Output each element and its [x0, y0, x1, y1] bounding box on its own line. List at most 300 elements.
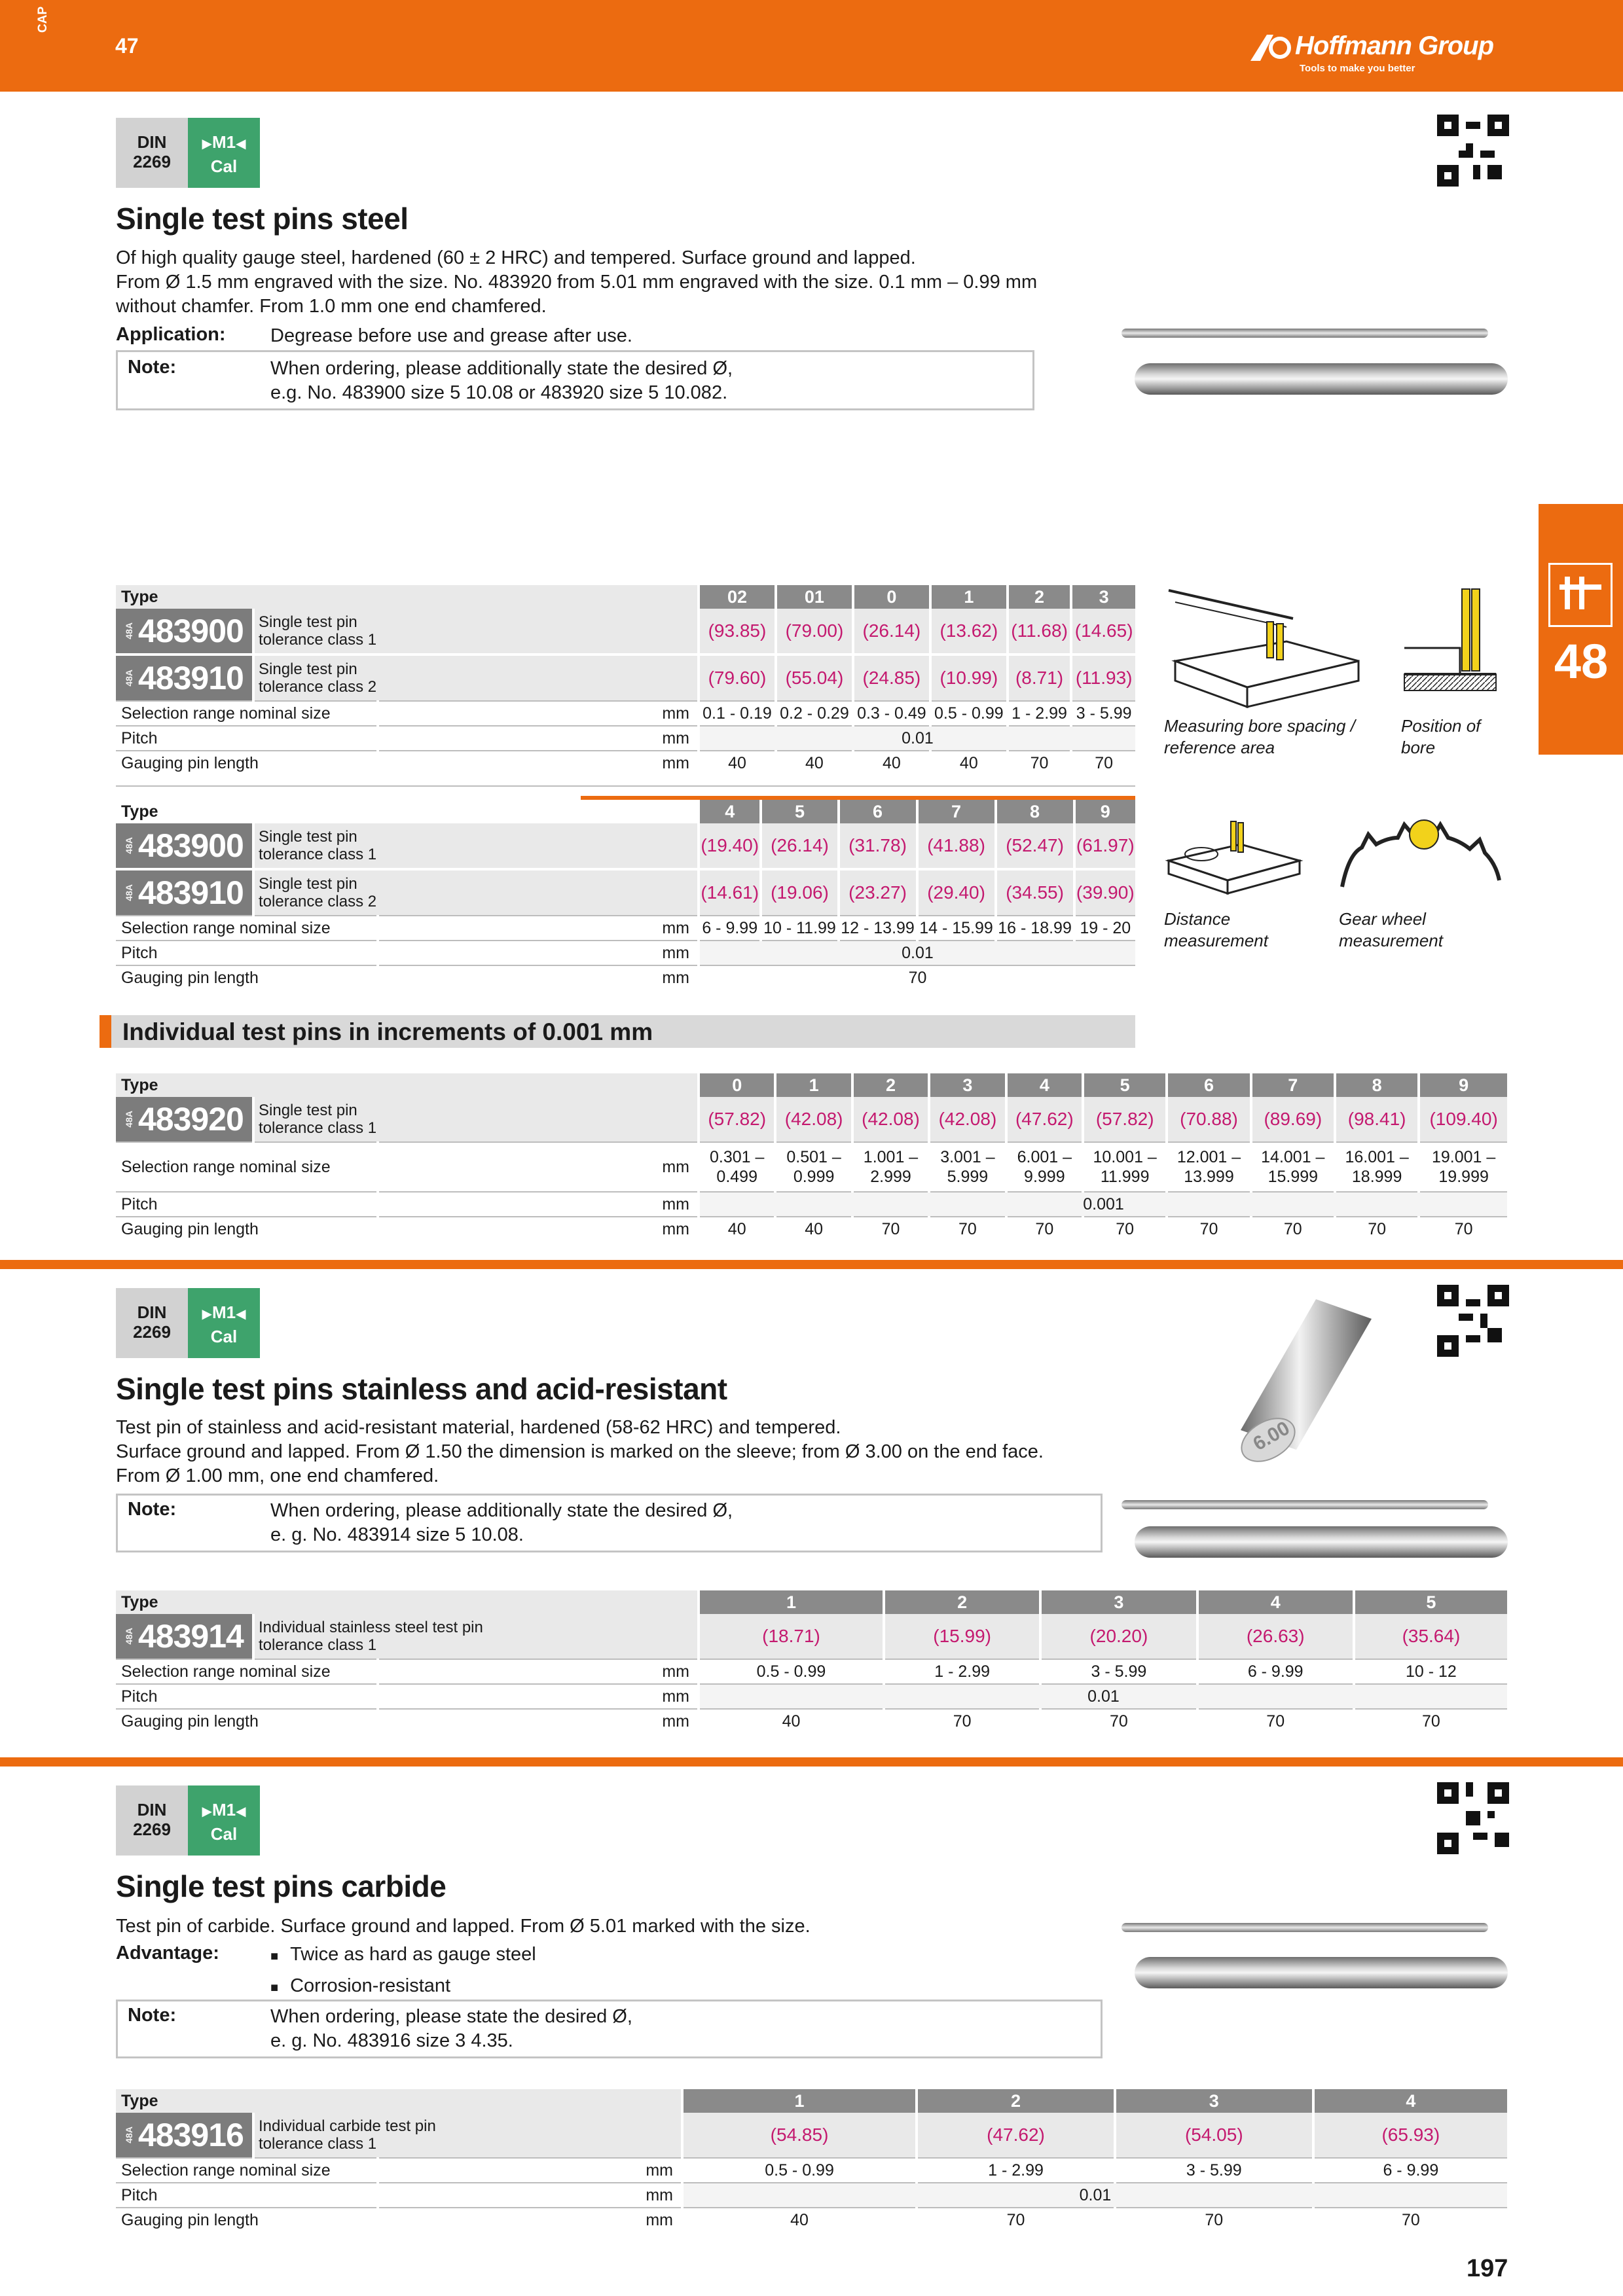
- col-header: 8: [1335, 1073, 1419, 1097]
- length-cell: 70: [917, 2208, 1115, 2233]
- range-to: 0.999: [793, 1168, 835, 1186]
- length-cell: 70: [1167, 1217, 1250, 1242]
- section-description: [116, 246, 1065, 319]
- col-header: 1: [682, 2089, 917, 2113]
- section-title: Single test pins steel: [116, 202, 409, 236]
- test-pin-thick-image: [1135, 1957, 1508, 1988]
- article-number-cell[interactable]: [116, 655, 253, 701]
- din-label: DIN: [137, 1800, 167, 1820]
- range-cell: [1419, 1142, 1507, 1192]
- price-cell: (61.97): [1074, 823, 1135, 869]
- desc-line: Single test pin: [259, 660, 357, 678]
- range-cell: [929, 1142, 1006, 1192]
- length-cell: 70: [1313, 2208, 1507, 2233]
- length-cell: 70: [1251, 1217, 1335, 1242]
- price-cell: (54.85): [682, 2113, 917, 2158]
- col-header: 02: [699, 585, 776, 609]
- advantage-text: Twice as hard as gauge steel: [290, 1944, 536, 1965]
- col-header: 7: [1251, 1073, 1335, 1097]
- caption-line: reference area: [1164, 738, 1275, 757]
- article-number-cell[interactable]: [116, 1614, 253, 1659]
- note-line: When ordering, please state the desired Ø,: [270, 2006, 632, 2027]
- price-cell: (57.82): [699, 1097, 775, 1142]
- price-cell: (39.90): [1074, 869, 1135, 916]
- row-label: Gauging pin length: [116, 1709, 378, 1734]
- range-to: 15.999: [1267, 1168, 1319, 1186]
- col-header: 2: [1008, 585, 1072, 609]
- price-cell: (54.05): [1115, 2113, 1313, 2158]
- range-cell: [852, 1142, 929, 1192]
- range-to: 18.999: [1351, 1168, 1402, 1186]
- article-number-cell[interactable]: [116, 2113, 253, 2158]
- price-cell: (26.14): [761, 823, 838, 869]
- type-label: Type: [116, 800, 378, 823]
- application-text: Degrease before use and grease after use.: [270, 325, 632, 346]
- price-cell: (89.69): [1251, 1097, 1335, 1142]
- price-cell: (23.27): [839, 869, 917, 916]
- range-cell: 14 - 15.99: [917, 916, 996, 941]
- price-cell: (93.85): [699, 609, 776, 655]
- length-cell: 70: [1008, 751, 1072, 776]
- bore-position-diagram: [1401, 583, 1499, 700]
- note-line: e. g. No. 483916 size 3 4.35.: [270, 2030, 513, 2051]
- price-cell: (11.68): [1008, 609, 1072, 655]
- banner-accent: [100, 1015, 111, 1048]
- page-number: 197: [1467, 2255, 1508, 2282]
- range-to: 11.999: [1100, 1168, 1150, 1186]
- range-cell: [1006, 1142, 1083, 1192]
- unit: mm: [378, 1659, 699, 1684]
- length-cell: 70: [884, 1709, 1040, 1734]
- article-description: [253, 1097, 699, 1142]
- price-cell: (41.88): [917, 823, 996, 869]
- price-cell: (79.00): [776, 609, 853, 655]
- length-cell: 70: [1197, 1709, 1354, 1734]
- m1-cal-badge: ▶M1◀ Cal: [188, 118, 260, 188]
- range-from: 12.001 –: [1176, 1148, 1241, 1166]
- range-from: 6.001 –: [1017, 1148, 1072, 1166]
- range-from: 1.001 –: [863, 1148, 919, 1166]
- eu-badge-icon: 48A: [124, 622, 134, 639]
- price-cell: (47.62): [917, 2113, 1115, 2158]
- banner-title: Individual test pins in increments of 0.001 mm: [122, 1018, 653, 1045]
- din-badge: [116, 1288, 188, 1358]
- range-cell: [1083, 1142, 1167, 1192]
- note-line: When ordering, please additionally state the desired Ø,: [270, 1500, 733, 1521]
- price-cell: (79.60): [699, 655, 776, 701]
- unit: mm: [378, 726, 699, 751]
- advantage-label: Advantage:: [116, 1943, 219, 1964]
- unit: mm: [378, 2183, 682, 2208]
- range-cell: 16 - 18.99: [996, 916, 1074, 941]
- range-cell: 0.5 - 0.99: [699, 1659, 884, 1684]
- header-side-label: CAP: [36, 6, 50, 33]
- price-cell: (14.61): [699, 869, 761, 916]
- range-cell: 10 - 12: [1354, 1659, 1507, 1684]
- range-from: 0.501 –: [786, 1148, 841, 1166]
- length-cell: 40: [699, 751, 776, 776]
- test-pin-thin-image: [1122, 329, 1488, 338]
- range-cell: 6 - 9.99: [1313, 2158, 1507, 2183]
- desc-line: Surface ground and lapped. From Ø 1.50 the dimension is marked on the sleeve; from Ø 3.00 on the end face.: [116, 1441, 1044, 1462]
- price-cell: (35.64): [1354, 1614, 1507, 1659]
- type-label: Type: [116, 2089, 378, 2113]
- price-cell: (14.65): [1071, 609, 1135, 655]
- range-cell: 6 - 9.99: [699, 916, 761, 941]
- unit: mm: [378, 751, 699, 776]
- advantage-item: [270, 1974, 536, 2000]
- article-description: [253, 2113, 682, 2158]
- range-cell: 1 - 2.99: [1008, 701, 1072, 726]
- desc-line: From Ø 1.00 mm, one end chamfered.: [116, 1465, 439, 1486]
- article-number-cell[interactable]: [116, 823, 253, 869]
- brand-tagline: Tools to make you better: [1300, 63, 1415, 74]
- din-badge: [116, 118, 188, 188]
- range-from: 19.001 –: [1431, 1148, 1496, 1166]
- caption-line: Measuring bore spacing /: [1164, 716, 1355, 736]
- unit: mm: [378, 701, 699, 726]
- price-cell: (15.99): [884, 1614, 1040, 1659]
- price-table-5: [116, 2089, 1507, 2233]
- price-cell: (13.62): [930, 609, 1008, 655]
- col-header: 3: [1115, 2089, 1313, 2113]
- unit: mm: [378, 2208, 682, 2233]
- price-cell: (47.62): [1006, 1097, 1083, 1142]
- price-cell: (57.82): [1083, 1097, 1167, 1142]
- price-cell: (42.08): [775, 1097, 852, 1142]
- col-header: 0: [853, 585, 930, 609]
- length-cell: 70: [852, 1217, 929, 1242]
- desc-line: From Ø 1.5 mm engraved with the size. No. 483920 from 5.01 mm engraved with the size. 0.1 mm – 0.99 mm: [116, 272, 1038, 293]
- price-cell: (42.08): [929, 1097, 1006, 1142]
- caption-line: measurement: [1339, 931, 1443, 950]
- col-header: 1: [775, 1073, 852, 1097]
- desc-line: tolerance class 1: [259, 846, 377, 863]
- qr-code-icon[interactable]: [1437, 1782, 1509, 1854]
- length-cell: 40: [853, 751, 930, 776]
- caption-line: Position of: [1401, 716, 1481, 736]
- price-cell: (31.78): [839, 823, 917, 869]
- length-cell: 70: [1335, 1217, 1419, 1242]
- gear-wheel-diagram: [1336, 808, 1506, 900]
- length-cell: 70: [1006, 1217, 1083, 1242]
- article-number: 483900: [138, 613, 244, 649]
- row-label: Selection range nominal size: [116, 1659, 378, 1684]
- unit: mm: [378, 1709, 699, 1734]
- desc-line: Individual carbide test pin: [259, 2117, 436, 2135]
- row-label: Pitch: [116, 1684, 378, 1709]
- article-number: 483916: [138, 2117, 244, 2153]
- price-table-4: [116, 1590, 1507, 1734]
- test-pin-thick-image: [1135, 363, 1508, 395]
- range-from: 3.001 –: [940, 1148, 995, 1166]
- range-cell: 0.3 - 0.49: [853, 701, 930, 726]
- price-cell: (26.14): [853, 609, 930, 655]
- price-cell: (19.40): [699, 823, 761, 869]
- row-label: Gauging pin length: [116, 1217, 378, 1242]
- col-header: 3: [1040, 1590, 1197, 1614]
- col-header: 4: [1197, 1590, 1354, 1614]
- price-cell: (20.20): [1040, 1614, 1197, 1659]
- section-separator: [0, 1757, 1623, 1767]
- desc-line: Single test pin: [259, 828, 357, 846]
- length-cell: 40: [699, 1217, 775, 1242]
- eu-badge-icon: 48A: [124, 1111, 134, 1128]
- price-cell: (42.08): [852, 1097, 929, 1142]
- price-cell: (11.93): [1071, 655, 1135, 701]
- desc-line: Single test pin: [259, 875, 357, 893]
- section-separator: [0, 1260, 1623, 1269]
- range-cell: 3 - 5.99: [1071, 701, 1135, 726]
- note-line: e. g. No. 483914 size 5 10.08.: [270, 1524, 524, 1545]
- desc-line: tolerance class 2: [259, 678, 377, 696]
- cal-label: Cal: [210, 1824, 238, 1844]
- type-label: Type: [116, 1073, 378, 1097]
- range-cell: 0.2 - 0.29: [776, 701, 853, 726]
- price-cell: (29.40): [917, 869, 996, 916]
- price-cell: (8.71): [1008, 655, 1072, 701]
- price-cell: (18.71): [699, 1614, 884, 1659]
- article-number-cell[interactable]: [116, 869, 253, 916]
- m1-cal-badge: ▶M1◀ Cal: [188, 1288, 260, 1358]
- length-cell: 70: [1419, 1217, 1507, 1242]
- length-cell: 70: [929, 1217, 1006, 1242]
- eu-badge-icon: 48A: [124, 837, 134, 854]
- desc-line: tolerance class 1: [259, 2135, 377, 2153]
- pitch-cell: 0.01: [682, 2183, 1507, 2208]
- range-to: 13.999: [1184, 1168, 1234, 1186]
- range-to: 0.499: [716, 1168, 757, 1186]
- note-label: Note:: [128, 2005, 177, 2026]
- row-label: Gauging pin length: [116, 2208, 378, 2233]
- range-cell: 3 - 5.99: [1040, 1659, 1197, 1684]
- price-cell: (98.41): [1335, 1097, 1419, 1142]
- caption-line: measurement: [1164, 931, 1268, 950]
- col-header: 4: [1313, 2089, 1507, 2113]
- note-text: [270, 357, 733, 405]
- distance-measurement-diagram: [1162, 808, 1306, 906]
- col-header: 3: [1071, 585, 1135, 609]
- length-cell: 40: [776, 751, 853, 776]
- row-label: Pitch: [116, 2183, 378, 2208]
- caption-gear-wheel: [1339, 908, 1443, 952]
- article-number: 483920: [138, 1101, 244, 1138]
- range-from: 10.001 –: [1093, 1148, 1157, 1166]
- caption-bore-spacing: [1164, 715, 1355, 759]
- range-cell: 12 - 13.99: [839, 916, 917, 941]
- note-label: Note:: [128, 1499, 177, 1520]
- pitch-cell: 0.01: [699, 1684, 1507, 1709]
- article-description: [253, 823, 699, 869]
- din-label: DIN: [137, 1302, 167, 1322]
- din-number: 2269: [133, 1820, 171, 1839]
- unit: mm: [378, 1217, 699, 1242]
- price-cell: (70.88): [1167, 1097, 1250, 1142]
- range-to: 9.999: [1024, 1168, 1065, 1186]
- range-cell: [1335, 1142, 1419, 1192]
- range-cell: 1 - 2.99: [884, 1659, 1040, 1684]
- cal-label: Cal: [210, 156, 238, 176]
- caption-bore-position: [1401, 715, 1480, 759]
- m1-cal-badge: ▶M1◀ Cal: [188, 1785, 260, 1856]
- eu-badge-icon: 48A: [124, 670, 134, 687]
- price-cell: (109.40): [1419, 1097, 1507, 1142]
- unit: mm: [378, 1684, 699, 1709]
- col-header: 2: [917, 2089, 1115, 2113]
- eu-badge-icon: 48A: [124, 2126, 134, 2144]
- col-header: 2: [852, 1073, 929, 1097]
- row-label: Selection range nominal size: [116, 2158, 378, 2183]
- desc-line: tolerance class 1: [259, 631, 377, 649]
- range-to: 2.999: [870, 1168, 911, 1186]
- col-header: 5: [761, 800, 838, 823]
- range-from: 14.001 –: [1261, 1148, 1325, 1166]
- type-label: Type: [116, 1590, 378, 1614]
- chapter-number: 48: [1554, 634, 1609, 689]
- row-label: Pitch: [116, 726, 378, 751]
- desc-line: Individual stainless steel test pin: [259, 1619, 483, 1636]
- increments-banner: [100, 1015, 1135, 1048]
- eu-badge-icon: 48A: [124, 1628, 134, 1645]
- price-cell: (34.55): [996, 869, 1074, 916]
- application-label: Application:: [116, 324, 226, 345]
- length-cell: 70: [1071, 751, 1135, 776]
- pin-marking: 6.00: [1249, 1417, 1294, 1456]
- advantage-text: Corrosion-resistant: [290, 1975, 451, 1996]
- article-number: 483900: [138, 827, 244, 864]
- article-number-cell[interactable]: [116, 609, 253, 655]
- hoffmann-logo-icon: [1247, 31, 1293, 64]
- article-number-cell[interactable]: [116, 1097, 253, 1142]
- col-header: 6: [839, 800, 917, 823]
- advantage-list: [270, 1943, 536, 2000]
- section-title: Single test pins carbide: [116, 1869, 447, 1903]
- range-cell: 0.5 - 0.99: [930, 701, 1008, 726]
- price-cell: (52.47): [996, 823, 1074, 869]
- range-from: 0.301 –: [709, 1148, 765, 1166]
- article-number: 483910: [138, 660, 244, 696]
- note-line: When ordering, please additionally state the desired Ø,: [270, 358, 733, 379]
- desc-line: tolerance class 1: [259, 1119, 377, 1137]
- advantage-item: [270, 1943, 536, 1969]
- chapter-tab[interactable]: [1539, 504, 1623, 755]
- desc-line: tolerance class 2: [259, 893, 377, 910]
- price-cell: (24.85): [853, 655, 930, 701]
- bullet-icon: ■: [270, 1981, 279, 1995]
- desc-line: without chamfer. From 1.0 mm one end chamfered.: [116, 296, 547, 317]
- section-description: Test pin of carbide. Surface ground and lapped. From Ø 5.01 marked with the size.: [116, 1916, 811, 1937]
- m1-label: M1: [211, 132, 236, 152]
- caption-line: bore: [1401, 738, 1436, 757]
- caliper-icon: [1548, 563, 1613, 627]
- length-cell: 70: [1083, 1217, 1167, 1242]
- price-cell: (55.04): [776, 655, 853, 701]
- range-cell: [699, 1142, 775, 1192]
- header-page-ref: 47: [115, 34, 139, 58]
- range-to: 19.999: [1438, 1168, 1489, 1186]
- note-text: [270, 1499, 733, 1547]
- unit: mm: [378, 941, 699, 965]
- din-number: 2269: [133, 1322, 171, 1342]
- price-table-1: [116, 585, 1135, 776]
- col-header: 5: [1354, 1590, 1507, 1614]
- note-label: Note:: [128, 357, 177, 378]
- note-line: e.g. No. 483900 size 5 10.08 or 483920 size 5 10.082.: [270, 382, 728, 403]
- col-header: 7: [917, 800, 996, 823]
- length-cell: 70: [699, 965, 1135, 990]
- price-cell: (26.63): [1197, 1614, 1354, 1659]
- bullet-icon: ■: [270, 1949, 279, 1964]
- article-description: [253, 869, 699, 916]
- price-table-2: [116, 800, 1135, 990]
- range-cell: 6 - 9.99: [1197, 1659, 1354, 1684]
- row-label: Pitch: [116, 941, 378, 965]
- desc-line: Test pin of stainless and acid-resistant material, hardened (58-62 HRC) and tempered.: [116, 1417, 841, 1438]
- length-cell: 70: [1115, 2208, 1313, 2233]
- unit: mm: [378, 965, 699, 990]
- section-description: [116, 1416, 1098, 1488]
- din-badge: [116, 1785, 188, 1856]
- caption-line: Distance: [1164, 909, 1231, 929]
- length-cell: 40: [699, 1709, 884, 1734]
- bore-spacing-diagram: [1162, 583, 1372, 713]
- din-label: DIN: [137, 132, 167, 152]
- price-cell: (65.93): [1313, 2113, 1507, 2158]
- col-header: 6: [1167, 1073, 1250, 1097]
- article-description: [253, 1614, 699, 1659]
- col-header: 4: [699, 800, 761, 823]
- row-label: Gauging pin length: [116, 751, 378, 776]
- unit: mm: [378, 1142, 699, 1192]
- unit: mm: [378, 2158, 682, 2183]
- din-number: 2269: [133, 152, 171, 171]
- range-cell: 0.5 - 0.99: [682, 2158, 917, 2183]
- unit: mm: [378, 1192, 699, 1217]
- test-pin-thin-image: [1122, 1500, 1488, 1509]
- price-table-3: [116, 1073, 1507, 1242]
- test-pin-thick-image: [1135, 1526, 1508, 1558]
- pitch-cell: 0.001: [699, 1192, 1507, 1217]
- col-header: 5: [1083, 1073, 1167, 1097]
- price-cell: (10.99): [930, 655, 1008, 701]
- col-header: 0: [699, 1073, 775, 1097]
- qr-code-icon[interactable]: [1437, 115, 1509, 187]
- row-label: Gauging pin length: [116, 965, 378, 990]
- col-header: 8: [996, 800, 1074, 823]
- row-label: Selection range nominal size: [116, 1142, 378, 1192]
- table-rule: [116, 785, 1135, 787]
- article-number: 483910: [138, 874, 244, 911]
- desc-line: Of high quality gauge steel, hardened (60 ± 2 HRC) and tempered. Surface ground and lapped.: [116, 247, 916, 268]
- row-label: Selection range nominal size: [116, 916, 378, 941]
- range-cell: 0.1 - 0.19: [699, 701, 776, 726]
- article-number: 483914: [138, 1618, 244, 1655]
- range-cell: 3 - 5.99: [1115, 2158, 1313, 2183]
- col-header: 1: [699, 1590, 884, 1614]
- col-header: 9: [1074, 800, 1135, 823]
- qr-code-icon[interactable]: [1437, 1285, 1509, 1357]
- range-cell: [1251, 1142, 1335, 1192]
- range-cell: 19 - 20: [1074, 916, 1135, 941]
- m1-label: M1: [211, 1800, 236, 1820]
- range-cell: [775, 1142, 852, 1192]
- range-to: 5.999: [947, 1168, 989, 1186]
- m1-label: M1: [211, 1302, 236, 1322]
- desc-line: tolerance class 1: [259, 1636, 377, 1654]
- range-cell: 1 - 2.99: [917, 2158, 1115, 2183]
- desc-line: Single test pin: [259, 1102, 357, 1119]
- eu-badge-icon: 48A: [124, 884, 134, 901]
